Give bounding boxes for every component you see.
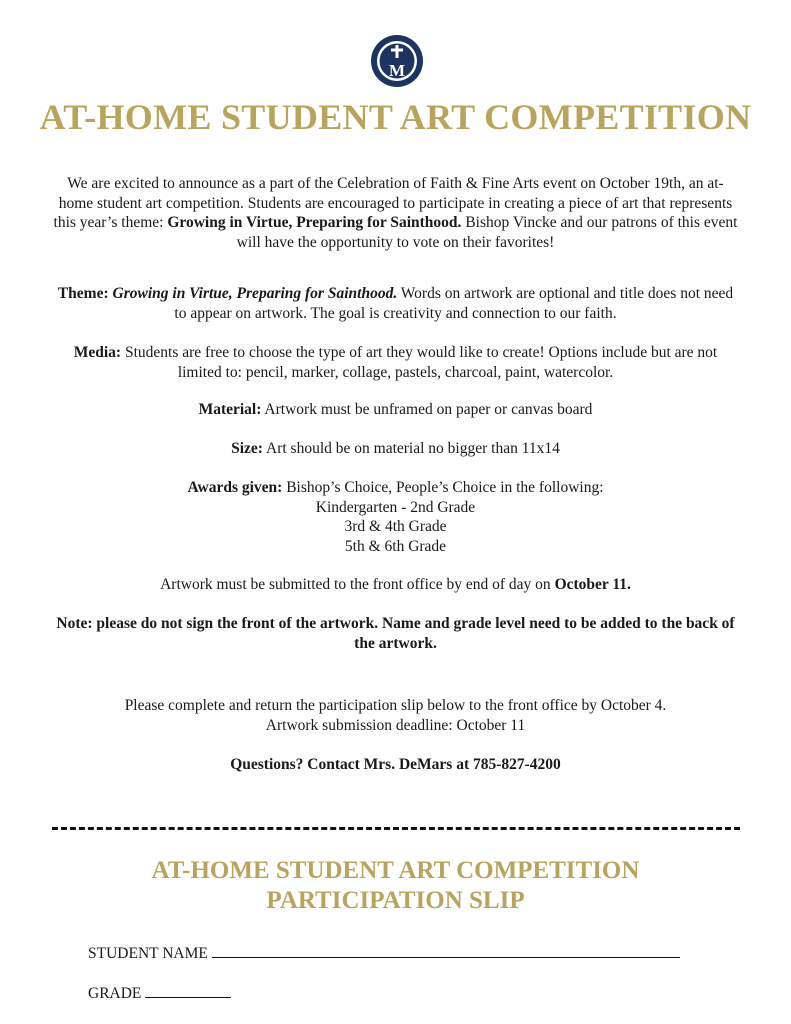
- awards-line: [52, 478, 739, 498]
- awards-label: Awards given:: [187, 479, 283, 496]
- student-name-field[interactable]: [88, 943, 680, 963]
- slip-title-line-1: AT-HOME STUDENT ART COMPETITION: [151, 857, 640, 884]
- submit-paragraph: [52, 575, 739, 595]
- school-crest-icon: [370, 34, 424, 88]
- return-line-1: Please complete and return the participation slip below to the front office by October 4.: [124, 697, 667, 714]
- awards-section: [52, 478, 739, 556]
- awards-grade-1: Kindergarten - 2nd Grade: [315, 498, 476, 516]
- awards-text: Bishop’s Choice, People’s Choice in the following:: [282, 479, 604, 496]
- intro-paragraph: [52, 174, 739, 252]
- grade-field[interactable]: [88, 983, 231, 1003]
- slip-title-line-2: PARTICIPATION SLIP: [266, 887, 525, 914]
- submit-date: October 11.: [554, 576, 631, 593]
- crest-letter: M: [388, 61, 406, 80]
- return-paragraph: [52, 696, 739, 735]
- submit-text: Artwork must be submitted to the front office by end of day on: [160, 576, 555, 593]
- media-paragraph: [52, 343, 739, 382]
- theme-paragraph: [52, 284, 739, 323]
- student-name-input-line[interactable]: [212, 943, 680, 958]
- page-title: AT-HOME STUDENT ART COMPETITION: [39, 97, 752, 137]
- return-line-2: Artwork submission deadline: October 11: [265, 716, 526, 734]
- size-paragraph: [52, 439, 739, 459]
- material-paragraph: [52, 400, 739, 420]
- student-name-label: STUDENT NAME: [88, 945, 208, 962]
- theme-label: Theme:: [57, 285, 109, 302]
- intro-text-a: We are excited to announce as a part of the Celebration of Faith & Fine Arts event on October 19th, an at-home student art competition. Students are encouraged to participate in creating a piece of art that represents this year’s theme:: [53, 175, 733, 232]
- material-text: Artwork must be unframed on paper or canvas board: [261, 401, 593, 418]
- size-label: Size:: [231, 440, 263, 457]
- note-paragraph: Note: please do not sign the front of the artwork. Name and grade level need to be added to the back of the artwork.: [56, 615, 735, 652]
- size-text: Art should be on material no bigger than 11x14: [262, 440, 560, 457]
- material-label: Material:: [198, 401, 262, 418]
- theme-value: Growing in Virtue, Preparing for Sainthood.: [112, 285, 398, 302]
- grade-label: GRADE: [88, 985, 142, 1002]
- media-text: Students are free to choose the type of art they would like to create! Options include but are not limited to: pencil, marker, collage, pastels, charcoal, paint, watercolor.: [121, 344, 718, 381]
- theme-text: Words on artwork are optional and title does not need to appear on artwork. The goal is creativity and connection to our faith.: [174, 285, 734, 322]
- slip-title: [0, 856, 791, 916]
- awards-grade-2: 3rd & 4th Grade: [344, 518, 447, 536]
- media-label: Media:: [73, 344, 122, 361]
- cut-line-divider: [52, 827, 740, 830]
- questions-contact: Questions? Contact Mrs. DeMars at 785-827-4200: [230, 756, 561, 773]
- grade-input-line[interactable]: [145, 983, 231, 998]
- awards-grade-3: 5th & 6th Grade: [344, 537, 447, 555]
- intro-text-b: Bishop Vincke and our patrons of this event will have the opportunity to vote on their favorites!: [236, 214, 738, 251]
- intro-theme: Growing in Virtue, Preparing for Sainthood.: [167, 214, 462, 232]
